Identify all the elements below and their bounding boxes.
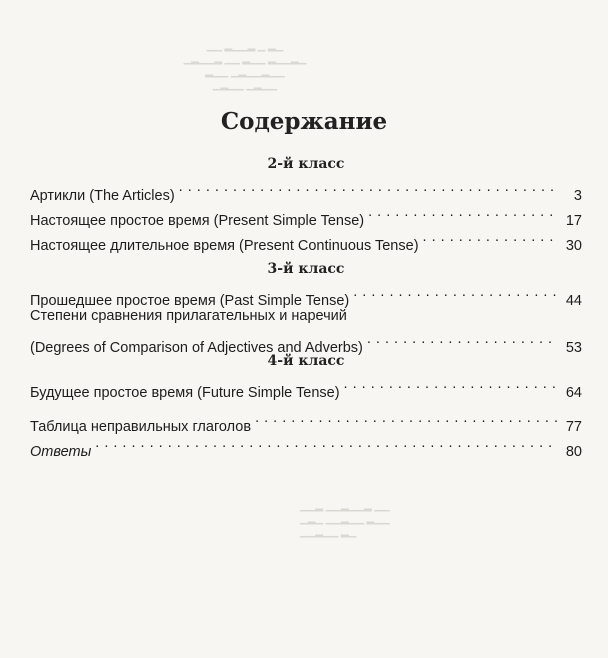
grade-heading: 2-й класс (267, 156, 345, 172)
toc-entry-label: Артикли (The Articles) (30, 188, 175, 204)
toc-entry[interactable] (30, 175, 582, 204)
toc-entry-label: Настоящее длительное время (Present Continuous Tense) (30, 238, 419, 254)
toc-entry-label: Ответы (30, 444, 92, 460)
toc-entry-label: Прошедшее простое время (Past Simple Tense) (30, 293, 350, 309)
dot-leader (95, 431, 558, 456)
dot-leader (423, 225, 558, 250)
dot-leader (255, 406, 558, 431)
toc-entry-page: 53 (565, 340, 582, 356)
show-through-text-top: ▁▁ ▂▁▁▂ ▁ ▂▁ ▁▂▁▁▂ ▁▁ ▂▁▁ ▂▁▁▂▁ ▂▁▁ ▁▂▁▁▂▁▁ ▁▂▁▁ ▁▂▁▁ (183, 41, 307, 91)
show-through-text-bottom: ▁▁▂ ▁▁▂▁▁▂ ▁▁ ▁▂▁ ▁▁▂▁▁ ▂▁▁ ▁▁▂▁▁ ▂▁ (300, 501, 390, 538)
dot-leader (368, 200, 558, 225)
dot-leader (179, 175, 558, 200)
toc-title: Содержание (220, 108, 388, 135)
toc-entry[interactable] (30, 431, 582, 460)
toc-entry-page: 3 (573, 188, 582, 204)
toc-entry[interactable] (30, 406, 582, 435)
grade-heading: 4-й класс (267, 353, 345, 369)
toc-entry[interactable] (30, 372, 582, 401)
dot-leader (353, 280, 558, 305)
toc-entry[interactable] (30, 280, 582, 309)
dot-leader (344, 372, 558, 397)
toc-entry-page: 77 (565, 419, 582, 435)
toc-section-grade-2 (30, 153, 582, 254)
toc-entry-label: Настоящее простое время (Present Simple Tense) (30, 213, 365, 229)
toc-entry-label: (Degrees of Comparison of Adjectives and Adverbs) (30, 340, 363, 356)
toc-section-grade-4 (30, 350, 582, 401)
toc-entry-multiline[interactable] (30, 305, 582, 356)
toc-entry-page: 30 (565, 238, 582, 254)
grade-heading: 3-й класс (267, 261, 345, 277)
toc-entry-label: Таблица неправильных глаголов (30, 419, 252, 435)
toc-entry-label-line1: Степени сравнения прилагательных и наречий (30, 308, 347, 324)
toc-entry-label: Будущее простое время (Future Simple Tense) (30, 385, 340, 401)
toc-entry-page: 80 (565, 444, 582, 460)
toc-entry-page: 17 (565, 213, 582, 229)
dot-leader (367, 327, 558, 352)
toc-entry-page: 44 (565, 293, 582, 309)
toc-entry-line2 (30, 327, 582, 356)
toc-entry-page: 64 (565, 385, 582, 401)
toc-section-grade-3 (30, 258, 582, 356)
toc-appendix (30, 406, 582, 460)
